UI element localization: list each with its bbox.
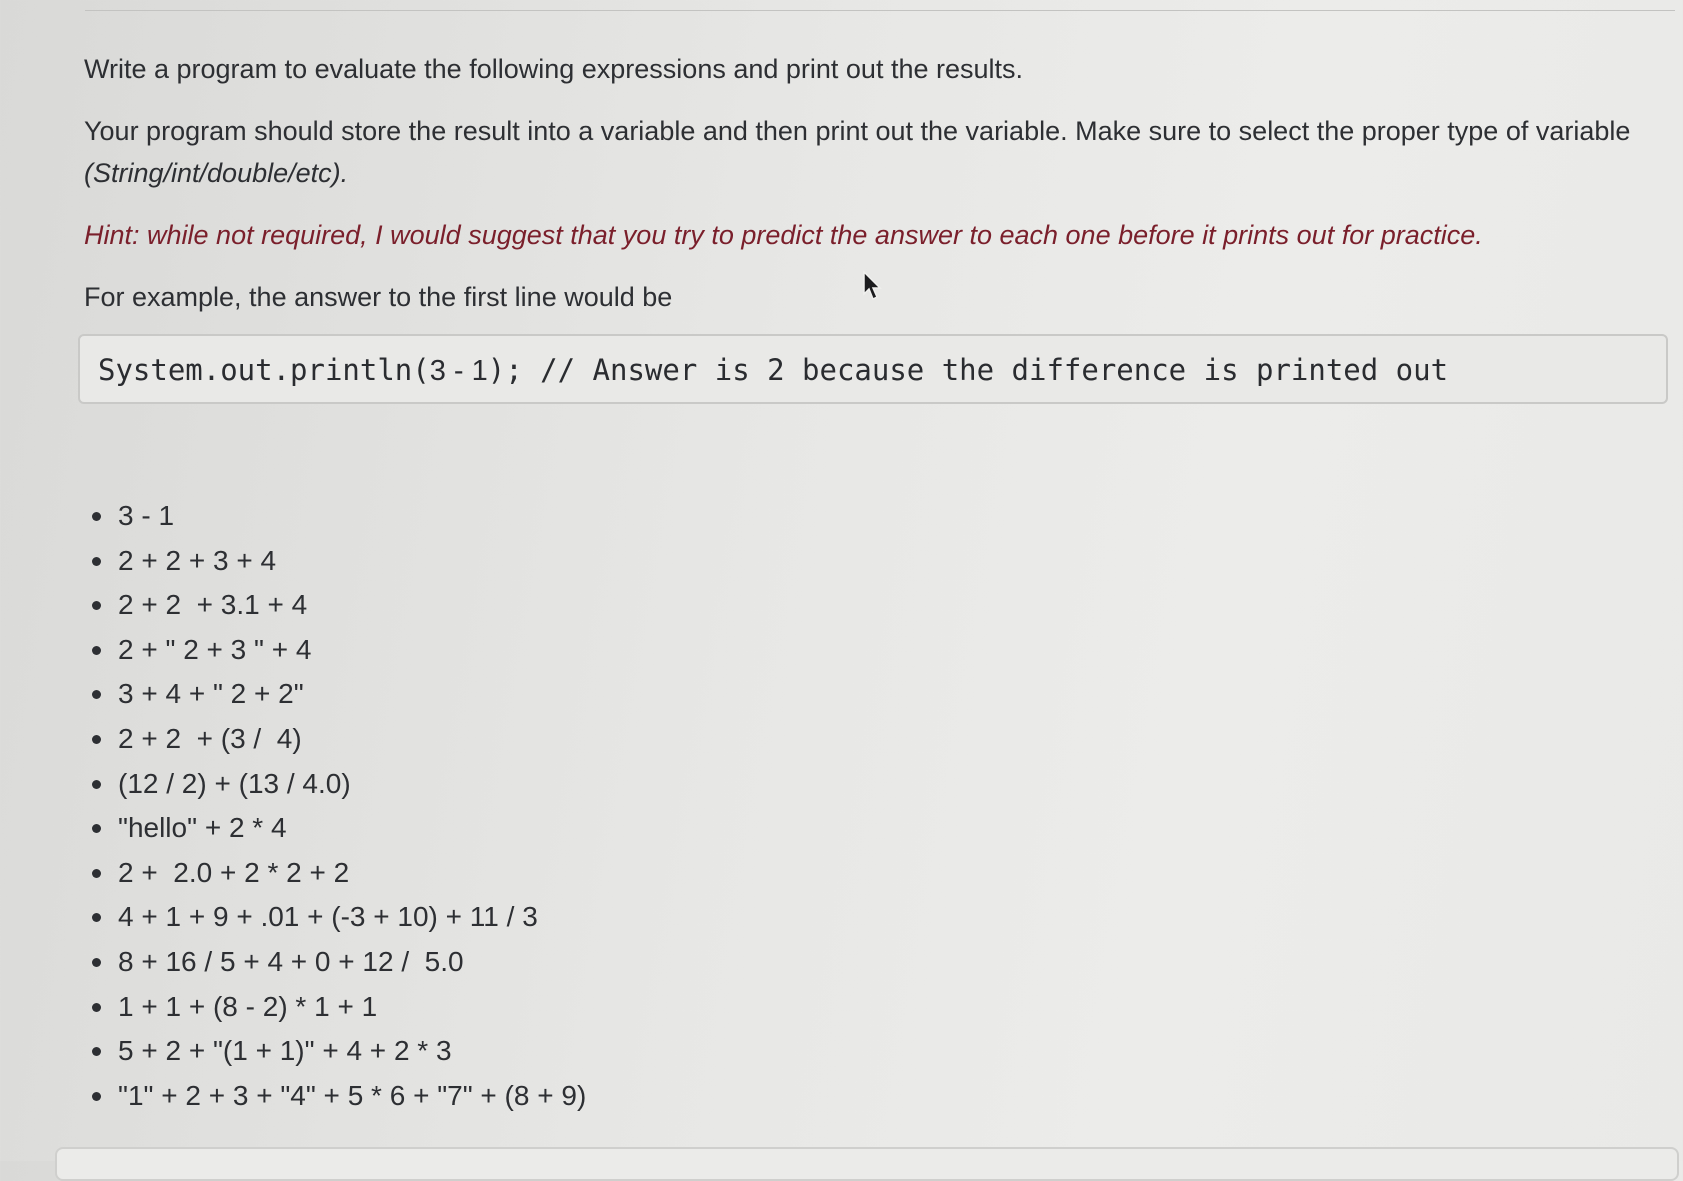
bullet-dot-icon xyxy=(92,1003,101,1012)
list-item xyxy=(84,628,1664,673)
expression-text: 2 + 2 + 3 + 4 xyxy=(118,544,277,576)
instructions-intro: Write a program to evaluate the following expressions and print out the results. xyxy=(84,54,1024,84)
code-prefix: System.out.println( xyxy=(98,353,430,387)
bullet-dot-icon xyxy=(92,1047,101,1056)
expression-text: 2 + " 2 + 3 " + 4 xyxy=(118,633,312,665)
bullet-dot-icon xyxy=(92,958,101,967)
expression-text: "1" + 2 + 3 + "4" + 5 * 6 + "7" + (8 + 9) xyxy=(118,1079,587,1111)
example-code-block xyxy=(78,334,1668,404)
list-item xyxy=(84,539,1664,584)
bullet-dot-icon xyxy=(92,557,101,566)
expression-text: 4 + 1 + 9 + .01 + (-3 + 10) + 11 / 3 xyxy=(118,901,538,933)
bullet-dot-icon xyxy=(92,780,101,789)
list-item xyxy=(84,985,1664,1030)
expression-text: 2 + 2 + 3.1 + 4 xyxy=(118,589,308,621)
top-divider xyxy=(85,10,1675,11)
expression-text: 1 + 1 + (8 - 2) * 1 + 1 xyxy=(118,990,378,1022)
bullet-dot-icon xyxy=(92,601,101,610)
list-item xyxy=(84,672,1664,717)
mouse-pointer-shape xyxy=(862,270,884,302)
instructions-store-variable xyxy=(84,110,1664,194)
bullet-dot-icon xyxy=(92,824,101,833)
example-intro: For example, the answer to the first line would be xyxy=(84,282,673,312)
bullet-dot-icon xyxy=(92,735,101,744)
assignment-content xyxy=(84,48,1664,1118)
list-item xyxy=(84,583,1664,628)
code-suffix: ); // Answer is 2 because the difference is printed out xyxy=(487,353,1449,387)
list-item xyxy=(84,940,1664,985)
bullet-dot-icon xyxy=(92,512,101,521)
hint-text: Hint: while not required, I would suggest that you try to predict the answer to each one before it prints out for practice. xyxy=(84,220,1483,250)
expression-text: 3 + 4 + " 2 + 2" xyxy=(118,678,304,710)
expression-text: 5 + 2 + "(1 + 1)" + 4 + 2 * 3 xyxy=(118,1035,452,1067)
bullet-dot-icon xyxy=(92,690,101,699)
list-item xyxy=(84,895,1664,940)
bullet-dot-icon xyxy=(92,869,101,878)
list-item xyxy=(84,1029,1664,1074)
code-expression: 3 - 1 xyxy=(429,355,488,387)
expression-text: 2 + 2 + (3 / 4) xyxy=(118,722,302,754)
list-item xyxy=(84,717,1664,762)
expression-text: 8 + 16 / 5 + 4 + 0 + 12 / 5.0 xyxy=(118,945,464,977)
variable-types: (String/int/double/etc). xyxy=(84,158,349,188)
next-section-box xyxy=(55,1147,1679,1181)
list-item xyxy=(84,762,1664,807)
bullet-dot-icon xyxy=(92,646,101,655)
list-item xyxy=(84,494,1664,539)
bullet-dot-icon xyxy=(92,1092,101,1101)
list-item xyxy=(84,851,1664,896)
expression-text: 3 - 1 xyxy=(118,500,175,531)
bullet-dot-icon xyxy=(92,913,101,922)
list-item xyxy=(84,1074,1664,1119)
expression-list xyxy=(84,494,1664,1118)
list-item xyxy=(84,806,1664,851)
expression-text: 2 + 2.0 + 2 * 2 + 2 xyxy=(118,856,350,888)
store-text: Your program should store the result into a variable and then print out the variable. Make sure to select the proper type of variable xyxy=(84,116,1631,146)
expression-text: (12 / 2) + (13 / 4.0) xyxy=(118,767,351,799)
expression-text: "hello" + 2 * 4 xyxy=(118,812,287,844)
